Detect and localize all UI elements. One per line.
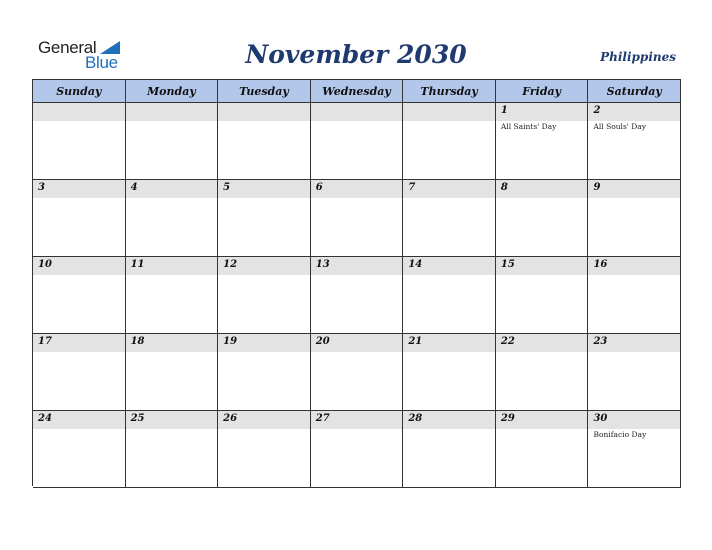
calendar-weeks xyxy=(33,103,681,488)
weekday-header: Wednesday xyxy=(311,80,404,103)
day-cell[interactable] xyxy=(33,411,126,488)
day-number: 23 xyxy=(588,334,680,352)
day-number: 25 xyxy=(126,411,218,429)
day-cell[interactable] xyxy=(311,103,404,180)
day-cell[interactable] xyxy=(496,257,589,334)
weekday-header: Tuesday xyxy=(218,80,311,103)
day-cell[interactable] xyxy=(126,103,219,180)
day-number: 14 xyxy=(403,257,495,275)
day-number: 12 xyxy=(218,257,310,275)
day-cell[interactable] xyxy=(218,103,311,180)
weekday-header: Thursday xyxy=(403,80,496,103)
day-number: 29 xyxy=(496,411,588,429)
calendar-title: November 2030 xyxy=(245,40,467,69)
day-cell[interactable] xyxy=(126,411,219,488)
day-number xyxy=(403,103,495,121)
logo-text-blue: Blue xyxy=(85,53,118,72)
day-number: 7 xyxy=(403,180,495,198)
day-cell[interactable] xyxy=(218,180,311,257)
day-cell[interactable] xyxy=(311,334,404,411)
day-cell[interactable] xyxy=(588,257,681,334)
day-cell[interactable] xyxy=(496,334,589,411)
day-cell[interactable] xyxy=(403,334,496,411)
weekday-header: Sunday xyxy=(33,80,126,103)
day-cell[interactable] xyxy=(588,334,681,411)
day-cell[interactable] xyxy=(311,257,404,334)
week-row xyxy=(33,257,681,334)
weekday-header: Friday xyxy=(496,80,589,103)
day-number: 13 xyxy=(311,257,403,275)
day-cell[interactable] xyxy=(403,257,496,334)
day-number xyxy=(33,103,125,121)
day-cell[interactable] xyxy=(126,334,219,411)
day-number: 15 xyxy=(496,257,588,275)
day-number: 26 xyxy=(218,411,310,429)
weekday-header-row xyxy=(33,80,681,103)
country-label: Philippines xyxy=(600,50,676,64)
day-cell[interactable] xyxy=(496,103,589,180)
calendar-grid xyxy=(32,79,681,486)
weekday-header: Monday xyxy=(126,80,219,103)
day-number: 30 xyxy=(588,411,680,429)
day-number: 19 xyxy=(218,334,310,352)
day-cell[interactable] xyxy=(403,411,496,488)
day-cell[interactable] xyxy=(311,411,404,488)
weekday-header: Saturday xyxy=(588,80,681,103)
day-number: 3 xyxy=(33,180,125,198)
day-number: 22 xyxy=(496,334,588,352)
day-cell[interactable] xyxy=(33,257,126,334)
day-cell[interactable] xyxy=(496,411,589,488)
day-cell[interactable] xyxy=(403,180,496,257)
day-cell[interactable] xyxy=(33,334,126,411)
holiday-label: Bonifacio Day xyxy=(593,430,647,439)
day-number xyxy=(311,103,403,121)
day-number: 6 xyxy=(311,180,403,198)
day-cell[interactable] xyxy=(403,103,496,180)
day-number: 11 xyxy=(126,257,218,275)
day-cell[interactable] xyxy=(588,180,681,257)
day-number: 9 xyxy=(588,180,680,198)
holiday-label: All Souls' Day xyxy=(593,122,646,131)
day-number xyxy=(126,103,218,121)
day-cell[interactable] xyxy=(126,257,219,334)
day-number: 1 xyxy=(496,103,588,121)
day-number: 16 xyxy=(588,257,680,275)
day-cell[interactable] xyxy=(311,180,404,257)
week-row xyxy=(33,334,681,411)
day-cell[interactable] xyxy=(218,257,311,334)
holiday-label: All Saints' Day xyxy=(500,122,557,131)
day-number: 10 xyxy=(33,257,125,275)
week-row xyxy=(33,180,681,257)
day-cell[interactable] xyxy=(33,180,126,257)
day-number: 20 xyxy=(311,334,403,352)
week-row xyxy=(33,103,681,180)
day-cell[interactable] xyxy=(496,180,589,257)
day-number: 21 xyxy=(403,334,495,352)
day-number: 18 xyxy=(126,334,218,352)
day-number: 28 xyxy=(403,411,495,429)
day-cell[interactable] xyxy=(588,411,681,488)
day-number: 4 xyxy=(126,180,218,198)
day-cell[interactable] xyxy=(33,103,126,180)
day-cell[interactable] xyxy=(126,180,219,257)
day-number: 5 xyxy=(218,180,310,198)
day-number: 27 xyxy=(311,411,403,429)
day-number: 8 xyxy=(496,180,588,198)
day-cell[interactable] xyxy=(588,103,681,180)
week-row xyxy=(33,411,681,488)
day-number: 24 xyxy=(33,411,125,429)
logo-text-general: General xyxy=(38,38,97,57)
day-cell[interactable] xyxy=(218,411,311,488)
day-number: 2 xyxy=(588,103,680,121)
day-cell[interactable] xyxy=(218,334,311,411)
day-number: 17 xyxy=(33,334,125,352)
day-number xyxy=(218,103,310,121)
